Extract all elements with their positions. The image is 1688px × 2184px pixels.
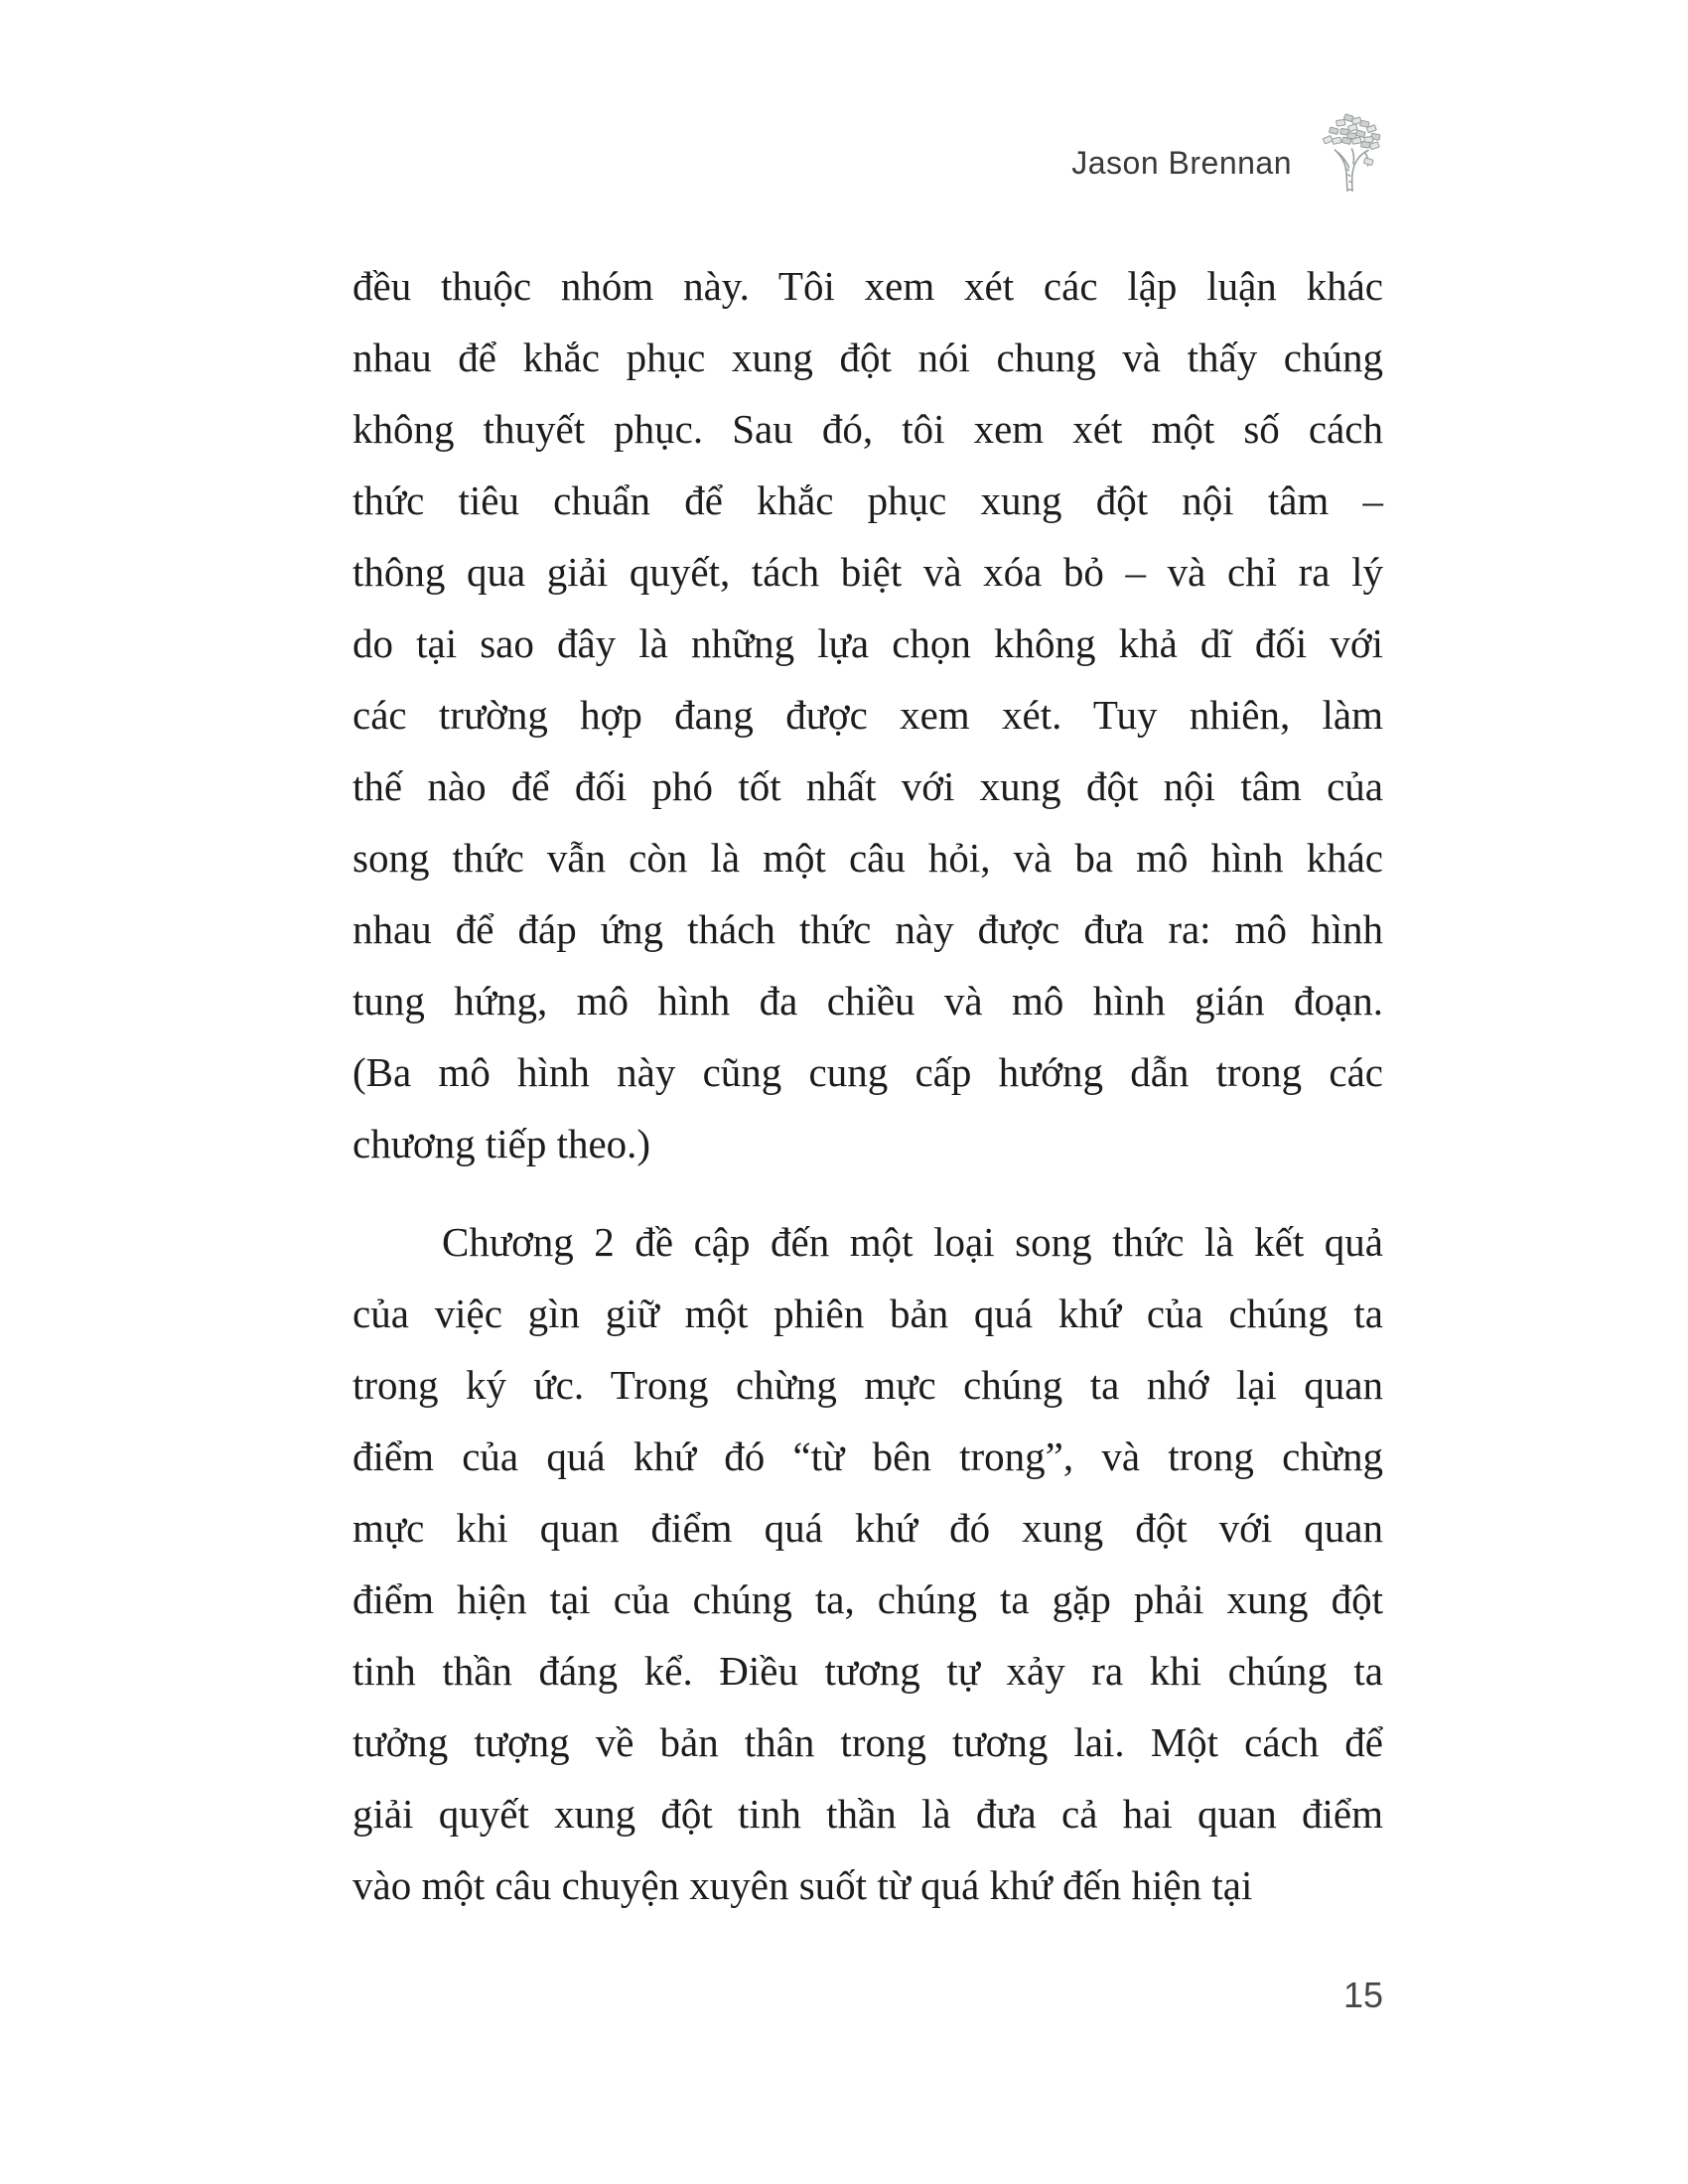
text-line: tưởng tượng về bản thân trong tương lai. Một cách để [352,1719,1383,1765]
text-line: chương tiếp theo.) [352,1121,651,1166]
page-number: 15 [1342,1975,1383,2015]
text-line: Chương 2 đề cập đến một loại song thức là kết quả [442,1219,1383,1265]
text-line: (Ba mô hình này cũng cung cấp hướng dẫn trong các [352,1049,1383,1095]
text-line: thông qua giải quyết, tách biệt và xóa bỏ – và chỉ ra lý [352,549,1383,595]
text-line: giải quyết xung đột tinh thần là đưa cả hai quan điểm [352,1791,1383,1837]
text-line: do tại sao đây là những lựa chọn không khả dĩ đối với [352,620,1383,666]
text-line: điểm của quá khứ đó “từ bên trong”, và trong chừng [352,1433,1383,1479]
text-line: các trường hợp đang được xem xét. Tuy nhiên, làm [352,692,1383,738]
text-line: vào một câu chuyện xuyên suốt từ quá khứ đến hiện tại [352,1862,1253,1908]
text-line: thế nào để đối phó tốt nhất với xung đột nội tâm của [352,763,1383,809]
text-line: của việc gìn giữ một phiên bản quá khứ của chúng ta [352,1291,1383,1336]
paragraph-1 [352,250,1383,1179]
text-line: điểm hiện tại của chúng ta, chúng ta gặp phải xung đột [352,1576,1383,1622]
tree-sketch-icon [1320,111,1383,193]
author-name: Jason Brennan [1071,145,1292,181]
page-header [352,111,1383,193]
text-line: thức tiêu chuẩn để khắc phục xung đột nội tâm – [352,478,1383,523]
text-line: nhau để đáp ứng thách thức này được đưa ra: mô hình [352,906,1383,952]
text-line: tung hứng, mô hình đa chiều và mô hình gián đoạn. [352,978,1383,1024]
text-line: mực khi quan điểm quá khứ đó xung đột với quan [352,1505,1383,1551]
text-line: song thức vẫn còn là một câu hỏi, và ba mô hình khác [352,835,1383,881]
text-line: tinh thần đáng kể. Điều tương tự xảy ra khi chúng ta [352,1648,1383,1694]
body-text [352,250,1383,1921]
text-line: trong ký ức. Trong chừng mực chúng ta nhớ lại quan [352,1362,1383,1408]
text-line: nhau để khắc phục xung đột nói chung và thấy chúng [352,335,1383,380]
text-line: đều thuộc nhóm này. Tôi xem xét các lập luận khác [352,263,1383,309]
paragraph-2 [352,1206,1383,1921]
text-line: không thuyết phục. Sau đó, tôi xem xét một số cách [352,406,1383,452]
